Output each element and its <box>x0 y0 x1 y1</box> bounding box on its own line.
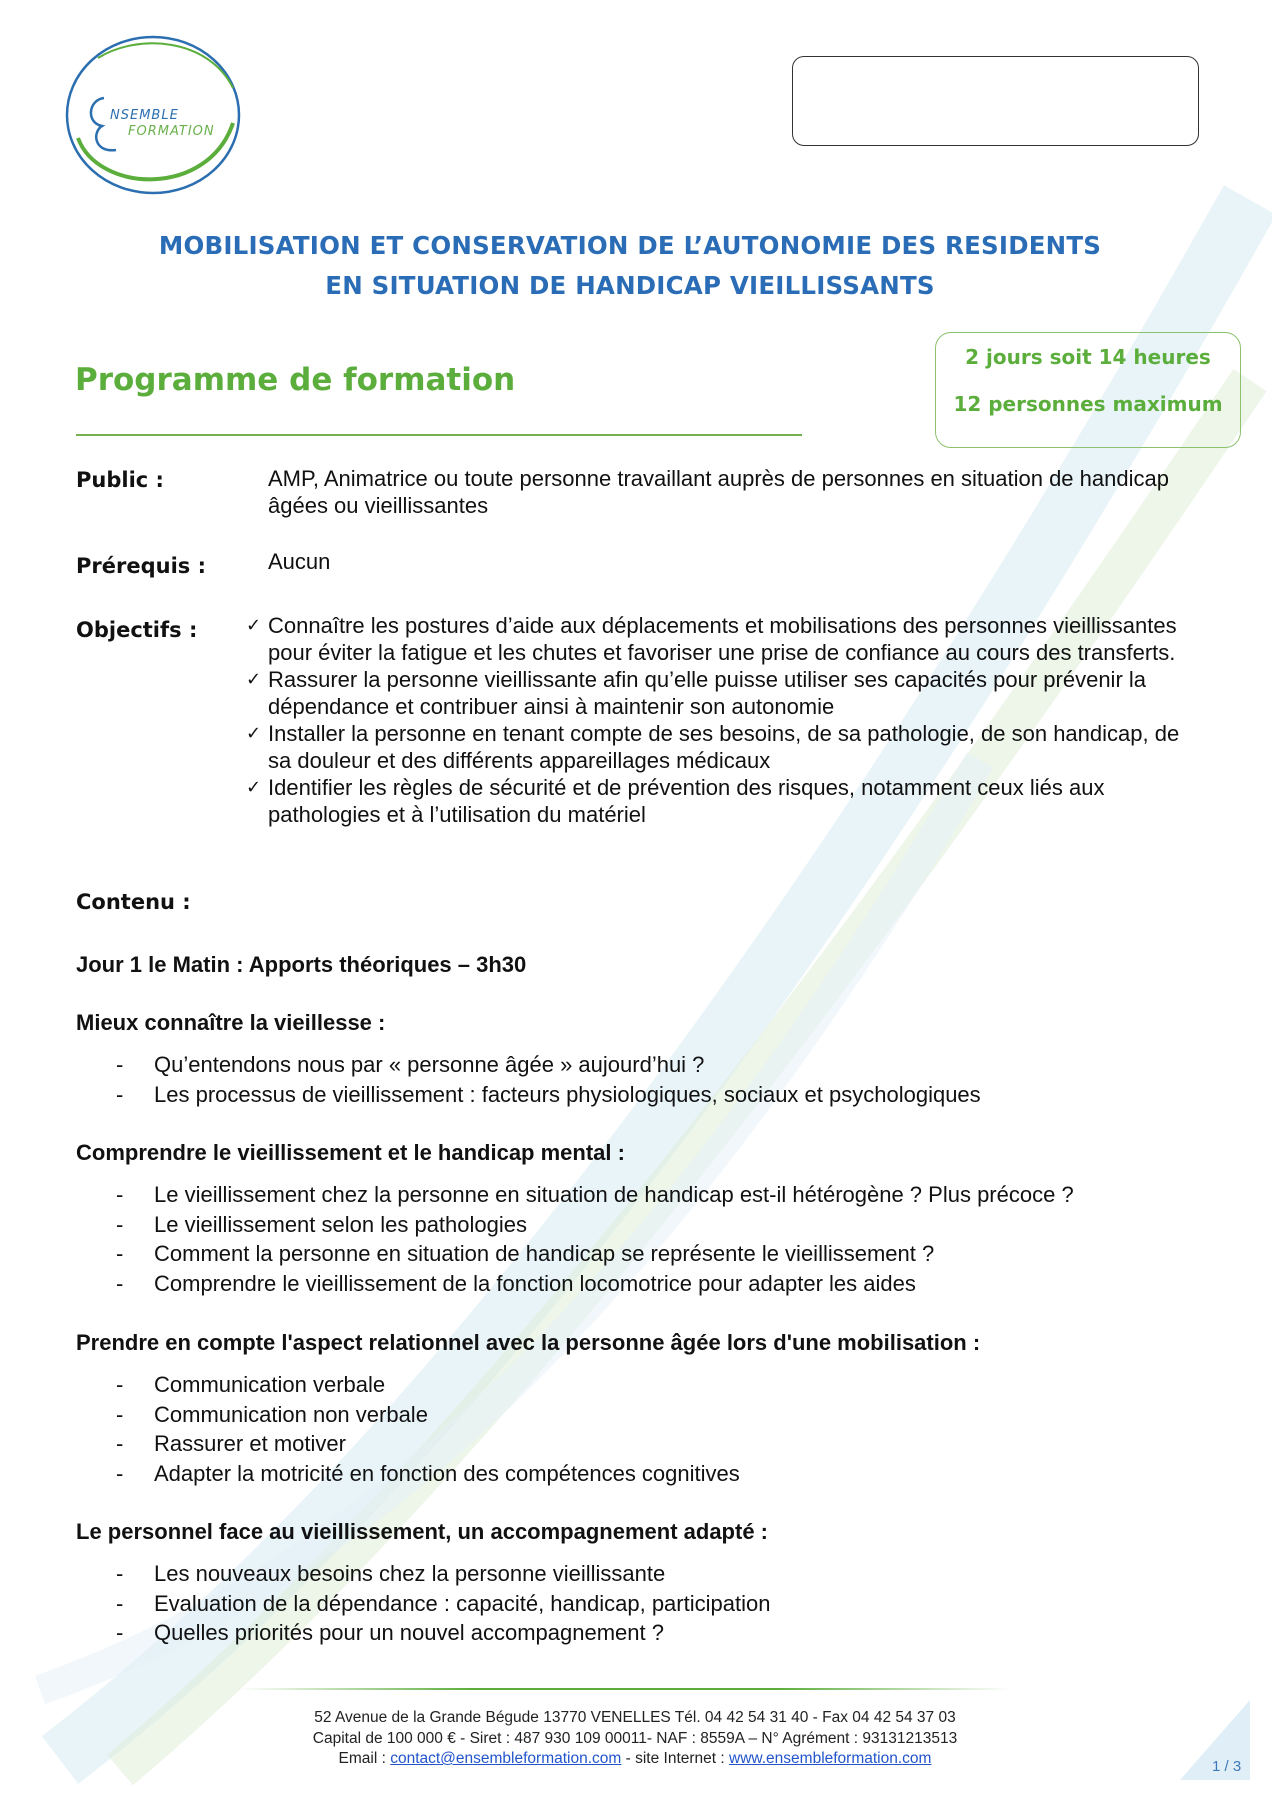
list-item: - Rassurer et motiver <box>76 1429 1156 1459</box>
objective-item: ✓ Installer la personne en tenant compte de ses besoins, de sa pathologie, de son handicap, de sa douleur et des différents appareillages médicaux <box>246 720 1186 774</box>
footer-contact <box>150 1749 1120 1770</box>
logo-text-ensemble: NSEMBLE <box>110 108 179 123</box>
email-label: Email : <box>338 1750 391 1767</box>
duration-text: 2 jours soit 14 heures <box>965 345 1211 369</box>
public-label: Public : <box>76 468 164 492</box>
programme-title: Programme de formation <box>75 362 516 398</box>
list-item: - Evaluation de la dépendance : capacité, handicap, participation <box>76 1589 1156 1619</box>
programme-divider <box>76 434 802 436</box>
objective-item: ✓ Connaître les postures d’aide aux déplacements et mobilisations des personnes vieillissantes pour éviter la fatigue et les chutes et favoriser une prise de confiance au cours des transferts. <box>246 612 1186 666</box>
section-title: Prendre en compte l'aspect relationnel avec la personne âgée lors d'une mobilisation : <box>76 1330 981 1355</box>
list-item: - Le vieillissement selon les pathologies <box>76 1210 1156 1240</box>
prerequis-text: Aucun <box>268 549 331 574</box>
section-title: Mieux connaître la vieillesse : <box>76 1010 386 1035</box>
site-label: - site Internet : <box>621 1750 730 1767</box>
section-list <box>76 1559 1156 1648</box>
ensemble-formation-logo <box>58 28 248 198</box>
list-item: - Comment la personne en situation de handicap se représente le vieillissement ? <box>76 1239 1156 1269</box>
info-box <box>935 332 1241 448</box>
section-list <box>76 1180 1156 1298</box>
logo-text-formation: FORMATION <box>128 124 215 139</box>
title-line-1: MOBILISATION ET CONSERVATION DE L’AUTONOMIE DES RESIDENTS <box>158 231 1102 260</box>
section-list <box>76 1050 1156 1109</box>
document-title <box>60 226 1200 306</box>
footer-legal: Capital de 100 000 € - Siret : 487 930 109 00011- NAF : 8559A – N° Agrément : 93131213513 <box>312 1729 958 1747</box>
objective-item: ✓ Rassurer la personne vieillissante afin qu’elle puisse utiliser ses capacités pour prévenir la dépendance et contribuer ainsi à maintenir son autonomie <box>246 666 1186 720</box>
email-link[interactable]: contact@ensembleformation.com <box>390 1750 622 1767</box>
list-item: - Quelles priorités pour un nouvel accompagnement ? <box>76 1618 1156 1648</box>
page-number: 1 / 3 <box>1212 1758 1242 1775</box>
list-item: - Adapter la motricité en fonction des compétences cognitives <box>76 1459 1156 1489</box>
day1-title: Jour 1 le Matin : Apports théoriques – 3h30 <box>76 952 527 977</box>
section-title: Le personnel face au vieillissement, un accompagnement adapté : <box>76 1519 768 1544</box>
reference-box <box>792 56 1199 146</box>
objectives-list <box>246 612 1186 828</box>
footer-divider <box>240 1688 1010 1690</box>
list-item: - Qu’entendons nous par « personne âgée » aujourd’hui ? <box>76 1050 1156 1080</box>
objectifs-label: Objectifs : <box>76 618 198 642</box>
list-item: - Communication non verbale <box>76 1400 1156 1430</box>
prerequis-label: Prérequis : <box>76 554 206 578</box>
list-item: - Le vieillissement chez la personne en situation de handicap est-il hétérogène ? Plus précoce ? <box>76 1180 1156 1210</box>
title-line-2: EN SITUATION DE HANDICAP VIEILLISSANTS <box>325 271 935 300</box>
capacity-text: 12 personnes maximum <box>953 392 1223 416</box>
list-item: - Communication verbale <box>76 1370 1156 1400</box>
section-list <box>76 1370 1156 1488</box>
list-item: - Les processus de vieillissement : facteurs physiologiques, sociaux et psychologiques <box>76 1080 1156 1110</box>
public-text: AMP, Animatrice ou toute personne travaillant auprès de personnes en situation de handicap âgées ou vieillissantes <box>268 466 1169 518</box>
footer-address: 52 Avenue de la Grande Bégude 13770 VENELLES Tél. 04 42 54 31 40 - Fax 04 42 54 37 03 <box>314 1709 956 1726</box>
contenu-label: Contenu : <box>76 890 191 914</box>
section-title: Comprendre le vieillissement et le handicap mental : <box>76 1140 625 1165</box>
footer <box>150 1708 1120 1770</box>
objective-item: ✓ Identifier les règles de sécurité et de prévention des risques, notamment ceux liés aux pathologies et à l’utilisation du matériel <box>246 774 1186 828</box>
website-link[interactable]: www.ensembleformation.com <box>729 1750 932 1767</box>
list-item: - Comprendre le vieillissement de la fonction locomotrice pour adapter les aides <box>76 1269 1156 1299</box>
list-item: - Les nouveaux besoins chez la personne vieillissante <box>76 1559 1156 1589</box>
